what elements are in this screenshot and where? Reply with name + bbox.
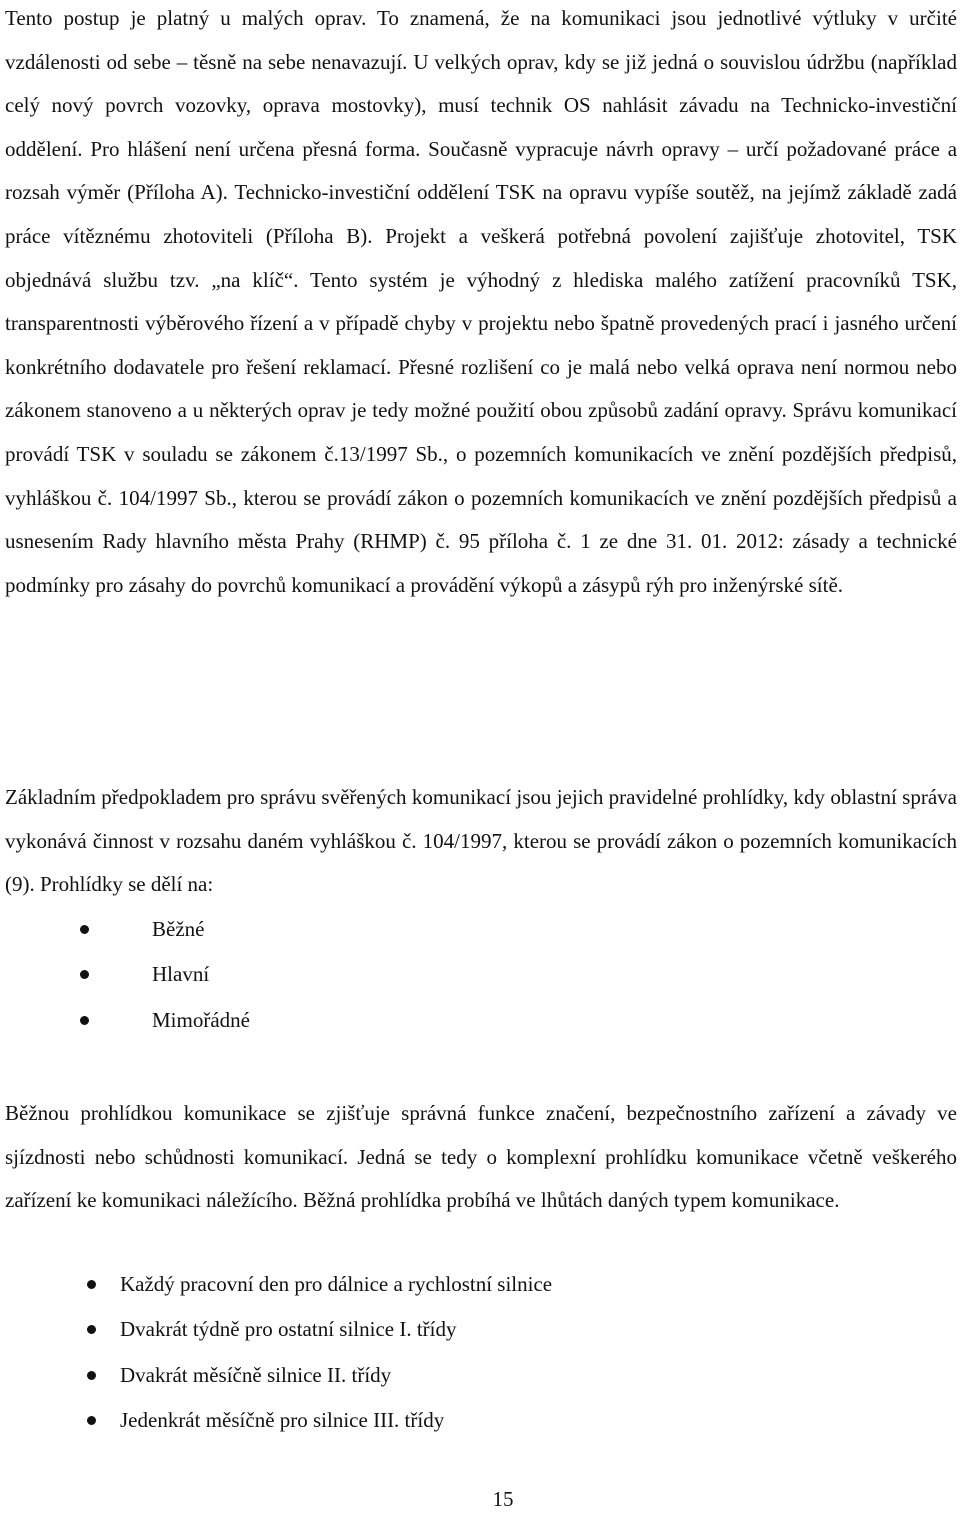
bullet-icon (80, 1016, 89, 1025)
list-item (5, 952, 905, 997)
paragraph-regular-inspection (5, 1092, 957, 1223)
list-item-text: Jedenkrát měsíčně pro silnice III. třídy (120, 1407, 445, 1432)
paragraph-segment: Tento systém je výhodný z hlediska malého zatížení pracovníků TSK, transparentnosti výběrového řízení a v případě chyby v projektu nebo špatně provedených prací i jasného určení konkrétního dodavatele pro řešení reklamací. Přesné rozlišení co je malá nebo velká oprava není normou nebo zákonem stanoveno a u některých oprav je tedy možné použití obou způsobů zadání opravy. Správu komunikací provádí TSK v souladu se zákonem č.13/1997 Sb., o pozemních komunikacích ve znění pozdějších předpisů, vyhláškou č. 104/1997 Sb., kterou se provádí zákon o pozemních komunikacích ve znění pozdějších předpisů a usnesením Rady hlavního města Prahy (RHMP) č. 95 příloha č. 1 ze dne 31. 01. 2012: zásady a technické podmínky pro zásahy do povrchů komunikací a provádění výkopů a zásypů rýh pro inženýrské sítě. (5, 267, 957, 597)
paragraph-segment: Základním předpokladem pro správu svěřených komunikací jsou jejich pravidelné prohlídky, kdy oblastní správa vykonává činnost v rozsahu daném vyhláškou č. 104/1997, kterou se provádí zákon o pozemních komunikacích (9). Prohlídky se dělí na: (5, 785, 957, 897)
list-item (5, 1353, 905, 1398)
list-item-text: Hlavní (152, 962, 210, 987)
bullet-icon (87, 1371, 96, 1380)
inspection-types-list (5, 907, 905, 1043)
bullet-icon (87, 1416, 96, 1425)
list-item (5, 1307, 905, 1352)
document-page (5, 0, 957, 1515)
list-item-text: Běžné (152, 917, 205, 941)
paragraph-segment: Běžnou prohlídkou komunikace se zjišťuje správná funkce značení, bezpečnostního zařízení a závady ve sjízdnosti nebo schůdnosti komunikací. Jedná se tedy o komplexní prohlídku komunikace včetně veškerého zařízení ke komunikaci náležícího. Běžná prohlídka probíhá ve lhůtách daných typem komunikace. (5, 1101, 957, 1213)
paragraph-inspections-intro (5, 776, 957, 907)
paragraph-repair-procedure (5, 0, 957, 607)
paragraph-segment: Tento postup je platný u malých oprav. To znamená, že na komunikaci jsou jednotlivé výtluky v určité vzdálenosti od sebe – těsně na sebe nenavazují. U velkých oprav, kdy se již jedná o souvislou údržbu (například celý nový povrch vozovky, oprava mostovky), musí technik OS nahlásit závadu na Technicko-investiční oddělení. (5, 6, 957, 161)
list-item-text: Mimořádné (152, 1007, 250, 1032)
list-item (5, 998, 905, 1043)
paragraph-segment: Pro hlášení není určena přesná forma. Současně vypracuje návrh opravy – určí požadované práce a rozsah výměr (Příloha A). Technicko-investiční oddělení TSK na opravu vypíše soutěž, na jejímž základě zadá práce vítěznému zhotoviteli (Příloha B). Projekt a veškerá potřebná povolení zajišťuje zhotovitel, TSK objednává službu tzv. „na klíč“. (5, 136, 958, 292)
bullet-icon (87, 1325, 96, 1334)
list-item (5, 1398, 905, 1443)
list-item-text: Dvakrát týdně pro ostatní silnice I. třídy (120, 1317, 457, 1342)
list-item-text: Každý pracovní den pro dálnice a rychlostní silnice (120, 1272, 553, 1296)
inspection-intervals-list (5, 1262, 905, 1443)
list-item (5, 907, 905, 952)
bullet-icon (87, 1280, 96, 1289)
page-number: 15 (492, 1487, 514, 1511)
list-item-text: Dvakrát měsíčně silnice II. třídy (120, 1362, 392, 1387)
bullet-icon (80, 925, 89, 934)
bullet-icon (80, 970, 89, 979)
list-item (5, 1262, 905, 1307)
